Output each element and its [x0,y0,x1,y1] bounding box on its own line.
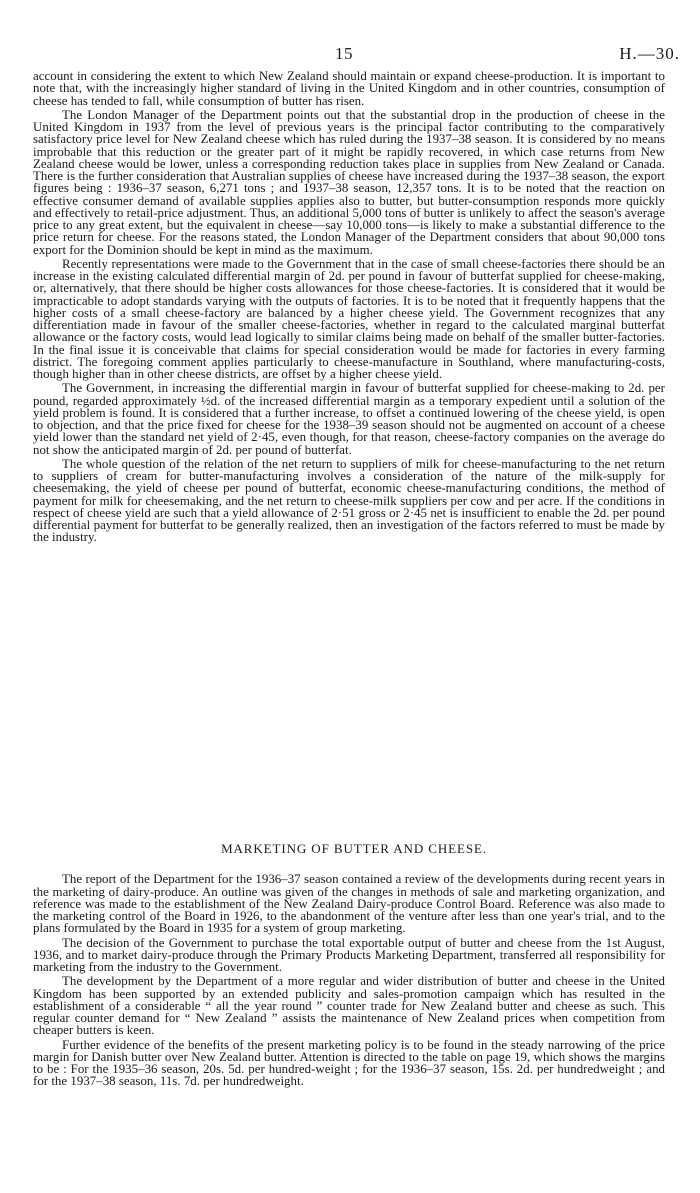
document-reference: H.—30. [619,44,680,63]
section-heading: MARKETING OF BUTTER AND CHEESE. [221,841,487,856]
body-text-section [33,70,665,546]
page-number: 15 [335,44,353,63]
paragraph: The development by the Department of a more regular and wider distribution of butter and cheese in the United Kingdom has been supported by an extended publicity and sales-promotion campaign which has resulted in the establishment of a considerable “ all the year round ” counter trade for New Zealand butter and cheese as such. This regular counter demand for “ New Zealand ” assists the maintenance of New Zealand prices when competition from cheaper butters is keen. [33,974,665,1038]
paragraph: The Government, in increasing the differential margin in favour of butterfat supplied for cheese-making to 2d. per pound, regarded approximately ½d. of the increased differential margin as a temporary expedient until a solution of the yield problem is found. It is considered that a further increase, to offset a continued lowering of the cheese yield, is open to objection, and that the price fixed for cheese for the 1938–39 season should not be augmented on account of a cheese yield lower than the standard net yield of 2·45, even though, for that reason, cheese-factory companies on the average do not show the anticipated margin of 2d. per pound of butterfat. [33,381,665,457]
paragraph-continuation: account in considering the extent to which New Zealand should maintain or expand cheese-production. It is important to note that, with the increasingly higher standard of living in the United Kingdom and in other countries, consumption of cheese has tended to fall, while consumption of butter has risen. [33,69,665,108]
paragraph: The London Manager of the Department points out that the substantial drop in the production of cheese in the United Kingdom in 1937 from the level of previous years is the principal factor contributing to the comparatively satisfactory price level for New Zealand cheese which has ruled during the 1937–38 season. It is considered by no means improbable that this reduction or the greater part of it might be rapidly recovered, in which case returns from New Zealand cheese would be lower, unless a corresponding reduction takes place in supplies from New Zealand or Canada. There is the further consideration that Australian supplies of cheese have increased during the 1937–38 season, the export figures being : 1936–37 season, 6,271 tons ; and 1937–38 season, 12,357 tons. It is to be noted that the reaction on effective consumer demand of available supplies applies also to butter, but butter-consumption responds more quickly and effectively to retail-price adjustment. Thus, an additional 5,000 tons of butter is unlikely to affect the season's average price to any great extent, but the equivalent in cheese—say 10,000 tons—is likely to make a substantial difference to the price return for cheese. For the reasons stated, the London Manager of the Department considers that about 90,000 tons export for the Dominion should be kept in mind as the maximum. [33,107,665,257]
marketing-section [33,843,665,1090]
paragraph: Recently representations were made to the Government that in the case of small cheese-factories there should be an increase in the existing calculated differential margin of 2d. per pound in favour of butterfat supplied for cheese-making, or, alternatively, that there should be higher costs allowances for those cheese-factories. It is considered that it would be impracticable to adopt standards varying with the outputs of factories. It is to be noted that it frequently happens that the higher costs of a small cheese-factory are balanced by a higher cheese yield. The Government recognizes that any differentiation made in favour of the smaller cheese-factories, whether in regard to the calculated marginal butterfat allowance or the factory costs, would lead logically to similar claims being made on behalf of the smaller butter-factories. In the final issue it is conceivable that claims for special consideration would be made for factories in every farming district. The foregoing comment applies particularly to cheese-manufacture in Southland, where manufacturing-costs, though higher than in other cheese districts, are offset by a higher cheese yield. [33,256,665,381]
paragraph: The report of the Department for the 1936–37 season contained a review of the developments during recent years in the marketing of dairy-produce. An outline was given of the changes in methods of sale and marketing organization, and reference was made to the establishment of the New Zealand Dairy-produce Control Board. Reference was also made to the marketing control of the Board in 1926, to the abandonment of the venture after less than one year's trial, and to the plans formulated by the Board in 1935 for a system of group marketing. [33,872,665,936]
paragraph: Further evidence of the benefits of the present marketing policy is to be found in the steady narrowing of the price margin for Danish butter over New Zealand butter. Attention is directed to the table on page 19, which shows the margins to be : For the 1935–36 season, 20s. 5d. per hundred-weight ; for the 1936–37 season, 15s. 2d. per hundredweight ; and for the 1937–38 season, 11s. 7d. per hundredweight. [33,1037,665,1089]
paragraph: The whole question of the relation of the net return to suppliers of milk for cheese-manufacturing to the net return to suppliers of cream for butter-manufacturing involves a consideration of the nature of the milk-supply for cheesemaking, the yield of cheese per pound of butterfat, economic cheese-manufacturing conditions, the method of payment for milk for cheesemaking, and the net return to cheese-milk suppliers per cow and per acre. If the conditions in respect of cheese yield are such that a yield allowance of 2·51 gross or 2·45 net is insufficient to enable the 2d. per pound differential payment for butterfat to be generally realized, then an investigation of the factors referred to must be made by the industry. [33,456,665,545]
paragraph: The decision of the Government to purchase the total exportable output of butter and cheese from the 1st August, 1936, and to market dairy-produce through the Primary Products Marketing Department, transferred all responsibility for marketing from the industry to the Government. [33,935,665,974]
